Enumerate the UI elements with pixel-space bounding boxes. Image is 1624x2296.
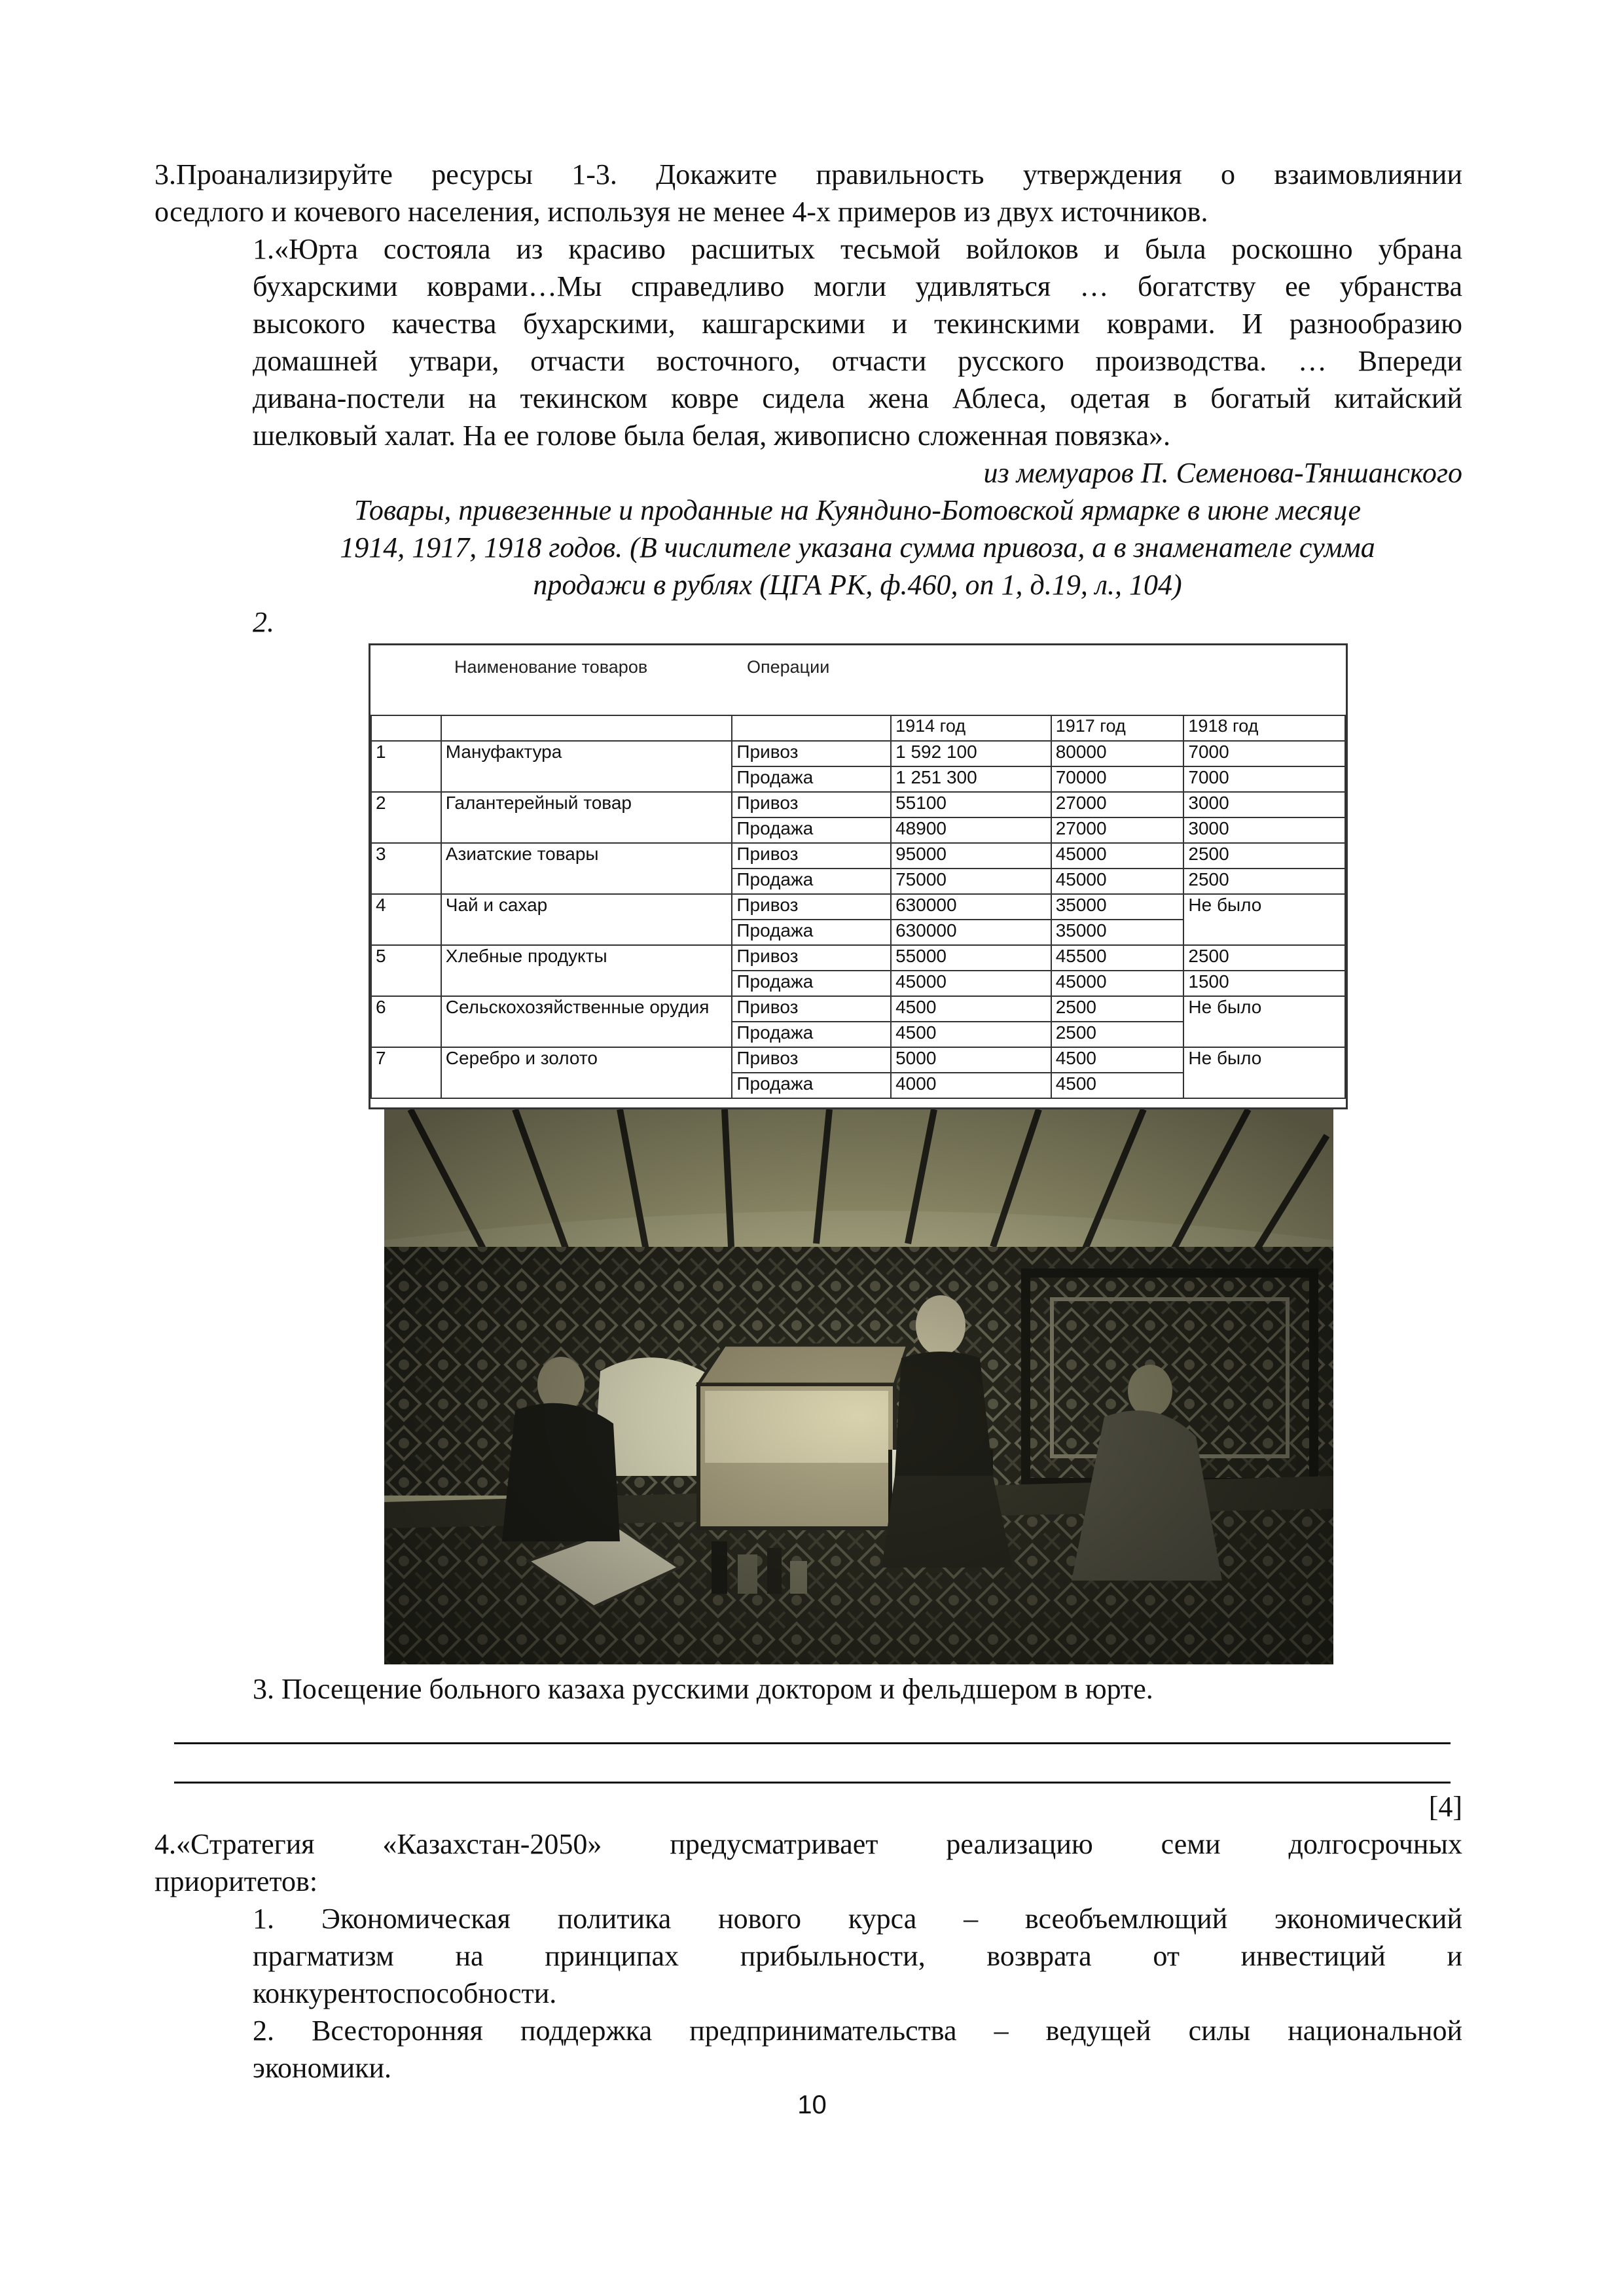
table-rows — [371, 741, 1345, 1098]
row-number: 3 — [371, 843, 441, 894]
value-cell: 3000 — [1183, 792, 1345, 817]
value-cell: 4000 — [891, 1073, 1051, 1098]
table-caption-line2: 1914, 1917, 1918 годов. (В числителе указана сумма привоза, а в знаменателе сумма — [340, 531, 1375, 564]
operation-cell: Привоз — [732, 996, 891, 1022]
operation-cell: Продажа — [732, 817, 891, 843]
table-row — [371, 843, 1345, 869]
page-number: 10 — [797, 2090, 827, 2119]
blank-header-cell — [732, 715, 891, 741]
operation-cell: Привоз — [732, 894, 891, 920]
value-cell: Не было — [1183, 1047, 1345, 1098]
photo-caption: 3. Посещение больного казаха русскими доктором и фельдшером в юрте. — [253, 1673, 1153, 1705]
quote-line: шелковый халат. На ее голове была белая, живописно сложенная повязка». — [253, 420, 1171, 452]
year-header: 1918 год — [1183, 715, 1345, 741]
priority-line: 2. Всесторонняя поддержка предпринимательства – ведущей силы национальной — [253, 2015, 1462, 2047]
table-caption-line1: Товары, привезенные и проданные на Куяндино-Ботовской ярмарке в июне месяце — [353, 494, 1362, 526]
task3-heading-line1: 3.Проанализируйте ресурсы 1-3. Докажите правильность утверждения о взаимовлиянии — [154, 158, 1462, 190]
value-cell: 80000 — [1051, 741, 1184, 766]
value-cell: 55000 — [891, 945, 1051, 971]
value-cell: 45000 — [891, 971, 1051, 996]
quote-line: домашней утвари, отчасти восточного, отчасти русского производства. … Впереди — [253, 345, 1462, 377]
value-cell: 2500 — [1183, 843, 1345, 869]
goods-name: Азиатские товары — [441, 843, 732, 894]
operation-cell: Продажа — [732, 766, 891, 792]
value-cell: 2500 — [1051, 1022, 1184, 1047]
quote-line: бухарскими коврами…Мы справедливо могли удивляться … богатству ее убранства — [253, 270, 1462, 302]
value-cell: 4500 — [891, 996, 1051, 1022]
value-cell: 45000 — [1051, 971, 1184, 996]
priority-line: экономики. — [253, 2052, 392, 2084]
value-cell: 4500 — [1051, 1073, 1184, 1098]
value-cell: 4500 — [891, 1022, 1051, 1047]
operation-cell: Продажа — [732, 971, 891, 996]
marks-label: [4] — [1428, 1791, 1462, 1823]
quote-line: высокого качества бухарскими, кашгарскими и текинскими коврами. И разнообразию — [253, 308, 1462, 340]
table-row — [371, 1047, 1345, 1073]
operation-cell: Привоз — [732, 843, 891, 869]
goods-name: Галантерейный товар — [441, 792, 732, 843]
operation-cell: Привоз — [732, 945, 891, 971]
value-cell: Не было — [1183, 996, 1345, 1047]
value-cell: 45500 — [1051, 945, 1184, 971]
yurt-photo-illustration — [384, 1109, 1333, 1664]
goods-name: Мануфактура — [441, 741, 732, 792]
row-number: 5 — [371, 945, 441, 996]
task4-heading-line2: приоритетов: — [154, 1865, 318, 1897]
value-cell: 1 592 100 — [891, 741, 1051, 766]
header-goods: Наименование товаров — [454, 657, 648, 677]
value-cell: 45000 — [1051, 843, 1184, 869]
value-cell: 2500 — [1051, 996, 1184, 1022]
value-cell: 5000 — [891, 1047, 1051, 1073]
row-number: 2 — [371, 792, 441, 843]
value-cell: 7000 — [1183, 766, 1345, 792]
goods-name: Чай и сахар — [441, 894, 732, 945]
goods-name: Сельскохозяйственные орудия — [441, 996, 732, 1047]
priority-line: прагматизм на принципах прибыльности, возврата от инвестиций и — [253, 1940, 1462, 1972]
table-row — [371, 741, 1345, 766]
year-header: 1917 год — [1051, 715, 1184, 741]
yurt-photo — [384, 1109, 1333, 1664]
value-cell: 7000 — [1183, 741, 1345, 766]
value-cell: 2500 — [1183, 869, 1345, 894]
operation-cell: Привоз — [732, 792, 891, 817]
operation-cell: Продажа — [732, 869, 891, 894]
value-cell: 70000 — [1051, 766, 1184, 792]
row-number: 4 — [371, 894, 441, 945]
row-number: 1 — [371, 741, 441, 792]
value-cell: Не было — [1183, 894, 1345, 945]
task3-heading-line2: оседлого и кочевого населения, используя не менее 4-х примеров из двух источников. — [154, 196, 1208, 228]
value-cell: 75000 — [891, 869, 1051, 894]
value-cell: 1500 — [1183, 971, 1345, 996]
quote-line: дивана-постели на текинском ковре сидела жена Аблеса, одетая в богатый китайский — [253, 382, 1462, 414]
value-cell: 45000 — [1051, 869, 1184, 894]
blank-header-cell — [371, 715, 441, 741]
value-cell: 48900 — [891, 817, 1051, 843]
operation-cell: Продажа — [732, 1022, 891, 1047]
operation-cell: Продажа — [732, 1073, 891, 1098]
answer-line — [174, 1782, 1451, 1784]
fair-goods-table — [369, 643, 1348, 1109]
value-cell: 4500 — [1051, 1047, 1184, 1073]
goods-name: Серебро и золото — [441, 1047, 732, 1098]
table-row — [371, 894, 1345, 920]
operation-cell: Продажа — [732, 920, 891, 945]
table-row — [371, 996, 1345, 1022]
priority-line: 1. Экономическая политика нового курса – всеобъемлющий экономический — [253, 1903, 1462, 1935]
row-number: 6 — [371, 996, 441, 1047]
year-header-row — [371, 715, 1345, 741]
value-cell: 27000 — [1051, 817, 1184, 843]
table-body — [370, 715, 1346, 1099]
value-cell: 35000 — [1051, 894, 1184, 920]
value-cell: 35000 — [1051, 920, 1184, 945]
table-row — [371, 945, 1345, 971]
goods-name: Хлебные продукты — [441, 945, 732, 996]
priority-line: конкурентоспособности. — [253, 1977, 557, 2009]
header-operations: Операции — [747, 657, 830, 677]
value-cell: 55100 — [891, 792, 1051, 817]
answer-line — [174, 1742, 1451, 1744]
source1-attribution: из мемуаров П. Семенова-Тяншанского — [983, 457, 1462, 489]
table-row — [371, 792, 1345, 817]
value-cell: 3000 — [1183, 817, 1345, 843]
value-cell: 27000 — [1051, 792, 1184, 817]
table-caption-line3: продажи в рублях (ЦГА РК, ф.460, оп 1, д.19, л., 104) — [533, 569, 1182, 601]
operation-cell: Привоз — [732, 1047, 891, 1073]
source2-label: 2. — [253, 606, 274, 638]
blank-header-cell — [441, 715, 732, 741]
task4-heading-line1: 4.«Стратегия «Казахстан-2050» предусматривает реализацию семи долгосрочных — [154, 1828, 1462, 1860]
value-cell: 1 251 300 — [891, 766, 1051, 792]
value-cell: 630000 — [891, 894, 1051, 920]
value-cell: 2500 — [1183, 945, 1345, 971]
year-header: 1914 год — [891, 715, 1051, 741]
quote-line: 1.«Юрта состояла из красиво расшитых тесьмой войлоков и была роскошно убрана — [253, 233, 1462, 265]
table-title-row — [370, 645, 1346, 716]
value-cell: 95000 — [891, 843, 1051, 869]
row-number: 7 — [371, 1047, 441, 1098]
value-cell: 630000 — [891, 920, 1051, 945]
operation-cell: Привоз — [732, 741, 891, 766]
